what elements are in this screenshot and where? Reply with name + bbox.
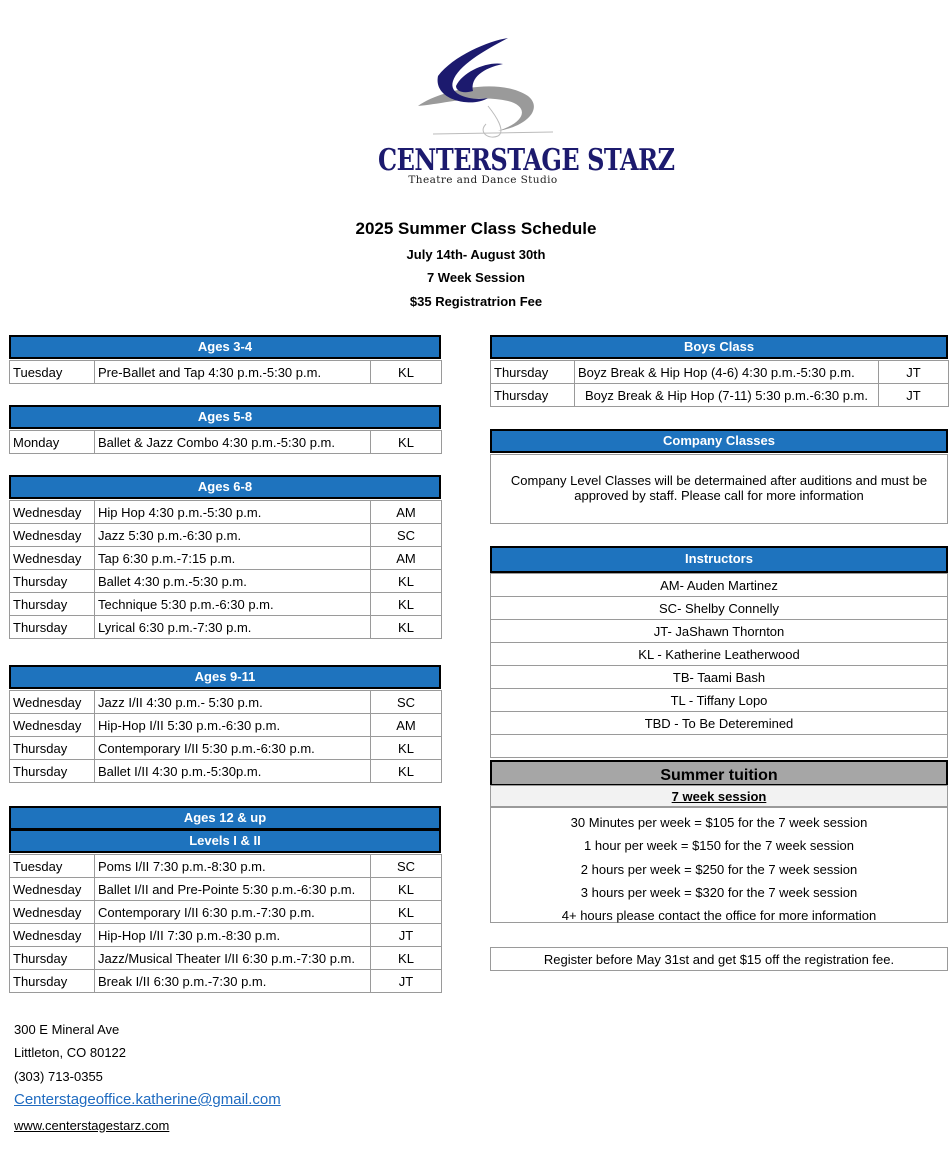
instructor-row xyxy=(491,643,948,666)
instructor-cell: KL xyxy=(371,901,442,924)
table-row xyxy=(10,501,442,524)
table-row xyxy=(10,593,442,616)
class-cell: Tap 6:30 p.m.-7:15 p.m. xyxy=(95,547,371,570)
day-cell: Tuesday xyxy=(10,855,95,878)
studio-logo xyxy=(378,36,675,188)
day-cell: Wednesday xyxy=(10,924,95,947)
ages-3-4-table xyxy=(9,360,442,384)
instructor-cell: KL xyxy=(371,737,442,760)
instructor-cell: JT xyxy=(879,361,949,384)
instructor-row xyxy=(491,620,948,643)
ages-5-8-table xyxy=(9,430,442,454)
class-cell: Break I/II 6:30 p.m.-7:30 p.m. xyxy=(95,970,371,993)
class-cell: Hip-Hop I/II 5:30 p.m.-6:30 p.m. xyxy=(95,714,371,737)
instructor-row xyxy=(491,574,948,597)
table-row xyxy=(10,691,442,714)
instructor-cell: SC xyxy=(371,524,442,547)
tuition-session-label: 7 week session xyxy=(490,785,948,807)
instructor-name: TL - Tiffany Lopo xyxy=(491,689,948,712)
class-cell: Boyz Break & Hip Hop (7-11) 5:30 p.m.-6:30 p.m. xyxy=(575,384,879,407)
class-cell: Contemporary I/II 6:30 p.m.-7:30 p.m. xyxy=(95,901,371,924)
instructor-cell: AM xyxy=(371,501,442,524)
table-row xyxy=(10,547,442,570)
instructor-cell: KL xyxy=(371,878,442,901)
day-cell: Tuesday xyxy=(10,361,95,384)
day-cell: Wednesday xyxy=(10,547,95,570)
instructor-cell: SC xyxy=(371,691,442,714)
day-cell: Thursday xyxy=(491,361,575,384)
instructor-cell: JT xyxy=(371,924,442,947)
table-row xyxy=(491,384,949,407)
instructor-cell: JT xyxy=(879,384,949,407)
table-row xyxy=(10,616,442,639)
logo-subtitle: Theatre and Dance Studio xyxy=(408,174,558,186)
class-cell: Pre-Ballet and Tap 4:30 p.m.-5:30 p.m. xyxy=(95,361,371,384)
instructor-row xyxy=(491,689,948,712)
instructor-name: AM- Auden Martinez xyxy=(491,574,948,597)
instructor-cell: KL xyxy=(371,593,442,616)
day-cell: Thursday xyxy=(10,737,95,760)
logo-name: CENTERSTAGE STARZ xyxy=(378,141,675,178)
registration-fee: $35 Registratrion Fee xyxy=(409,294,543,309)
table-row xyxy=(10,570,442,593)
instructor-cell: AM xyxy=(371,714,442,737)
ages-6-8-table xyxy=(9,500,442,639)
address-line-2: Littleton, CO 80122 xyxy=(14,1045,127,1060)
star-swirl-logo-graphic xyxy=(378,36,588,146)
ages-9-11-table xyxy=(9,690,442,783)
day-cell: Thursday xyxy=(10,593,95,616)
tuition-rate: 2 hours per week = $250 for the 7 week session xyxy=(580,861,858,877)
instructor-empty xyxy=(491,735,948,758)
instructor-cell: KL xyxy=(371,570,442,593)
summer-tuition-header: Summer tuition xyxy=(490,760,948,786)
table-row xyxy=(10,947,442,970)
day-cell: Thursday xyxy=(10,760,95,783)
instructor-name: SC- Shelby Connelly xyxy=(491,597,948,620)
class-cell: Technique 5:30 p.m.-6:30 p.m. xyxy=(95,593,371,616)
ages-12-up-header: Ages 12 & up xyxy=(9,806,441,830)
schedule-session: 7 Week Session xyxy=(426,270,526,285)
email-link[interactable]: Centerstageoffice.katherine@gmail.com xyxy=(14,1091,281,1108)
ages-9-11-header: Ages 9-11 xyxy=(9,665,441,689)
day-cell: Wednesday xyxy=(10,878,95,901)
day-cell: Thursday xyxy=(10,616,95,639)
instructor-name: JT- JaShawn Thornton xyxy=(491,620,948,643)
instructors-table xyxy=(490,573,948,758)
ages-6-8-header: Ages 6-8 xyxy=(9,475,441,499)
class-cell: Ballet I/II and Pre-Pointe 5:30 p.m.-6:30 p.m. xyxy=(95,878,371,901)
instructor-cell: SC xyxy=(371,855,442,878)
registration-promo: Register before May 31st and get $15 off the registration fee. xyxy=(490,947,948,971)
class-cell: Hip Hop 4:30 p.m.-5:30 p.m. xyxy=(95,501,371,524)
ages-3-4-header: Ages 3-4 xyxy=(9,335,441,359)
tuition-rate: 1 hour per week = $150 for the 7 week session xyxy=(584,838,854,854)
class-cell: Jazz I/II 4:30 p.m.- 5:30 p.m. xyxy=(95,691,371,714)
table-row xyxy=(10,901,442,924)
tuition-rates xyxy=(490,807,948,923)
day-cell: Monday xyxy=(10,431,95,454)
instructor-name: TBD - To Be Deteremined xyxy=(491,712,948,735)
class-cell: Contemporary I/II 5:30 p.m.-6:30 p.m. xyxy=(95,737,371,760)
tuition-rate: 30 Minutes per week = $105 for the 7 week session xyxy=(570,815,868,830)
boys-class-table xyxy=(490,360,949,407)
class-cell: Jazz 5:30 p.m.-6:30 p.m. xyxy=(95,524,371,547)
boys-class-header: Boys Class xyxy=(490,335,948,359)
levels-header: Levels I & II xyxy=(9,829,441,853)
table-row xyxy=(10,970,442,993)
class-cell: Jazz/Musical Theater I/II 6:30 p.m.-7:30 p.m. xyxy=(95,947,371,970)
table-row xyxy=(10,737,442,760)
class-cell: Ballet 4:30 p.m.-5:30 p.m. xyxy=(95,570,371,593)
tuition-rate: 3 hours per week = $320 for the 7 week session xyxy=(580,884,858,900)
instructor-row xyxy=(491,712,948,735)
day-cell: Wednesday xyxy=(10,901,95,924)
instructor-cell: KL xyxy=(371,361,442,384)
instructor-row xyxy=(491,735,948,758)
table-row xyxy=(10,714,442,737)
instructor-row xyxy=(491,597,948,620)
table-row xyxy=(10,361,442,384)
instructors-header: Instructors xyxy=(490,546,948,573)
schedule-title: 2025 Summer Class Schedule xyxy=(355,219,597,238)
table-row xyxy=(10,924,442,947)
instructor-row xyxy=(491,666,948,689)
table-row xyxy=(491,361,949,384)
table-row xyxy=(10,855,442,878)
website-link[interactable]: www.centerstagestarz.com xyxy=(14,1118,170,1133)
class-cell: Poms I/II 7:30 p.m.-8:30 p.m. xyxy=(95,855,371,878)
instructor-name: TB- Taami Bash xyxy=(491,666,948,689)
instructor-cell: AM xyxy=(371,547,442,570)
instructor-cell: KL xyxy=(371,760,442,783)
company-classes-note: Company Level Classes will be determained after auditions and must be approved by staff. Please call for more information xyxy=(490,454,948,524)
ages-12-up-table xyxy=(9,854,442,993)
day-cell: Thursday xyxy=(10,970,95,993)
day-cell: Wednesday xyxy=(10,524,95,547)
tuition-rate: 4+ hours please contact the office for more information xyxy=(561,908,877,924)
day-cell: Wednesday xyxy=(10,501,95,524)
table-row xyxy=(10,431,442,454)
instructor-name: KL - Katherine Leatherwood xyxy=(491,643,948,666)
class-cell: Boyz Break & Hip Hop (4-6) 4:30 p.m.-5:30 p.m. xyxy=(575,361,879,384)
table-row xyxy=(10,524,442,547)
company-classes-header: Company Classes xyxy=(490,429,948,453)
address-line-1: 300 E Mineral Ave xyxy=(14,1022,120,1037)
instructor-cell: JT xyxy=(371,970,442,993)
table-row xyxy=(10,878,442,901)
day-cell: Wednesday xyxy=(10,691,95,714)
day-cell: Wednesday xyxy=(10,714,95,737)
day-cell: Thursday xyxy=(10,570,95,593)
instructor-cell: KL xyxy=(371,947,442,970)
class-cell: Lyrical 6:30 p.m.-7:30 p.m. xyxy=(95,616,371,639)
class-cell: Hip-Hop I/II 7:30 p.m.-8:30 p.m. xyxy=(95,924,371,947)
phone-number: (303) 713-0355 xyxy=(14,1069,103,1084)
day-cell: Thursday xyxy=(10,947,95,970)
instructor-cell: KL xyxy=(371,431,442,454)
day-cell: Thursday xyxy=(491,384,575,407)
class-cell: Ballet I/II 4:30 p.m.-5:30p.m. xyxy=(95,760,371,783)
instructor-cell: KL xyxy=(371,616,442,639)
schedule-dates: July 14th- August 30th xyxy=(406,247,546,262)
ages-5-8-header: Ages 5-8 xyxy=(9,405,441,429)
class-cell: Ballet & Jazz Combo 4:30 p.m.-5:30 p.m. xyxy=(95,431,371,454)
table-row xyxy=(10,760,442,783)
